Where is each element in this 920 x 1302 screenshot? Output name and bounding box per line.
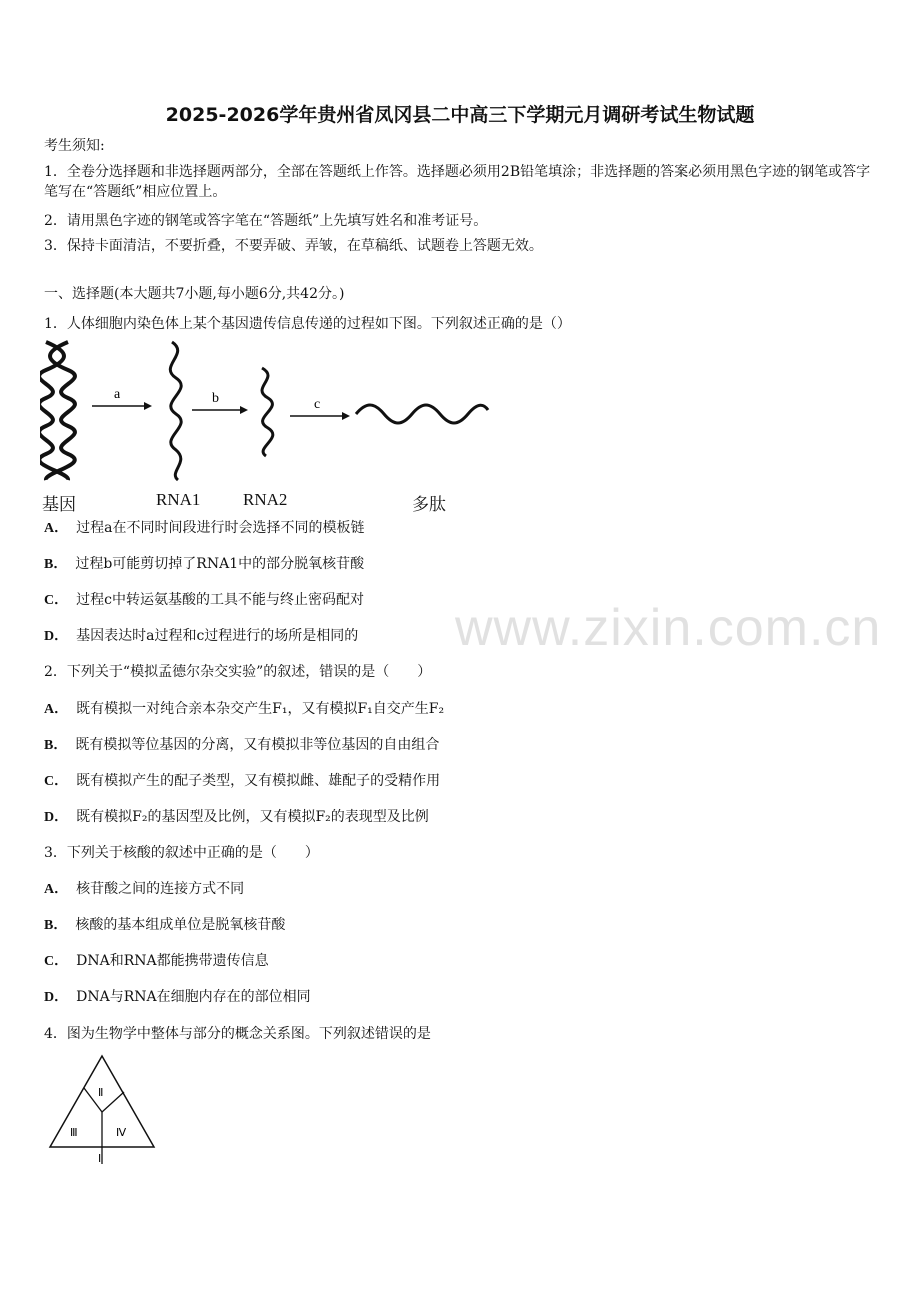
label-rna2: RNA2 (243, 490, 288, 509)
notice-heading: 考生须知: (44, 138, 105, 154)
question-3-option-c: C． DNA和RNA都能携带遗传信息 (44, 953, 269, 969)
question-3-option-d: D． DNA与RNA在细胞内存在的部位相同 (44, 989, 311, 1005)
question-1-stem: 1．人体细胞内染色体上某个基因遗传信息传递的过程如下图。下列叙述正确的是（） (44, 316, 571, 332)
question-2-option-b: B． 既有模拟等位基因的分离，又有模拟非等位基因的自由组合 (44, 737, 440, 753)
gene-expression-diagram (40, 338, 500, 488)
page-title: 2025-2026学年贵州省凤冈县二中高三下学期元月调研考试生物试题 (165, 104, 755, 126)
concept-triangle-figure (48, 1054, 158, 1170)
arrow-b-label: b (212, 391, 219, 406)
notice-item-2: 2．请用黑色字迹的钢笔或答字笔在“答题纸”上先填写姓名和准考证号。 (44, 213, 488, 229)
rna2-strand (262, 368, 273, 456)
question-4-stem: 4．图为生物学中整体与部分的概念关系图。下列叙述错误的是 (44, 1026, 431, 1042)
gene-expression-figure (40, 338, 500, 514)
question-2-option-d: D． 既有模拟F₂的基因型及比例，又有模拟F₂的表现型及比例 (44, 809, 429, 825)
concept-triangle-diagram (48, 1054, 158, 1166)
question-2-stem: 2．下列关于“模拟孟德尔杂交实验”的叙述，错误的是（ ） (44, 664, 432, 680)
rna1-strand (170, 342, 181, 480)
arrow-c-label: c (314, 397, 321, 412)
label-polypeptide: 多肽 (412, 495, 446, 514)
question-1-option-a: A． 过程a在不同时间段进行时会选择不同的模板链 (44, 520, 365, 536)
watermark: www.zixin.com.cn (455, 599, 882, 657)
question-1-option-c: C． 过程c中转运氨基酸的工具不能与终止密码配对 (44, 592, 364, 608)
notice-item-1: 1．全卷分选择题和非选择题两部分，全部在答题纸上作答。选择题必须用2B铅笔填涂；非选择题的答案必须用黑色字迹的钢笔或答字笔写在“答题纸”相应位置上。 (44, 164, 871, 200)
question-1-option-d: D． 基因表达时a过程和c过程进行的场所是相同的 (44, 628, 359, 644)
question-2-option-a: A． 既有模拟一对纯合亲本杂交产生F₁，又有模拟F₁自交产生F₂ (44, 701, 445, 717)
region-iii-label: Ⅲ (70, 1127, 78, 1139)
question-3-option-b: B． 核酸的基本组成单位是脱氧核苷酸 (44, 917, 286, 933)
question-3-stem: 3．下列关于核酸的叙述中正确的是（ ） (44, 845, 319, 861)
notice-item-3: 3．保持卡面清洁，不要折叠，不要弄破、弄皱，在草稿纸、试题卷上答题无效。 (44, 238, 543, 254)
arrow-a-label: a (114, 387, 121, 402)
question-2-option-c: C． 既有模拟产生的配子类型，又有模拟雌、雄配子的受精作用 (44, 773, 441, 789)
question-3-option-a: A． 核苷酸之间的连接方式不同 (44, 881, 245, 897)
polypeptide-chain (356, 405, 488, 423)
region-i-label: Ⅰ (98, 1153, 102, 1165)
region-iv-label: Ⅳ (116, 1127, 127, 1139)
section-heading: 一、选择题(本大题共7小题,每小题6分,共42分。) (44, 286, 345, 302)
question-1-option-b: B． 过程b可能剪切掉了RNA1中的部分脱氧核苷酸 (44, 556, 365, 572)
region-ii-label: Ⅱ (98, 1087, 104, 1099)
label-gene: 基因 (42, 495, 76, 514)
label-rna1: RNA1 (156, 490, 201, 509)
